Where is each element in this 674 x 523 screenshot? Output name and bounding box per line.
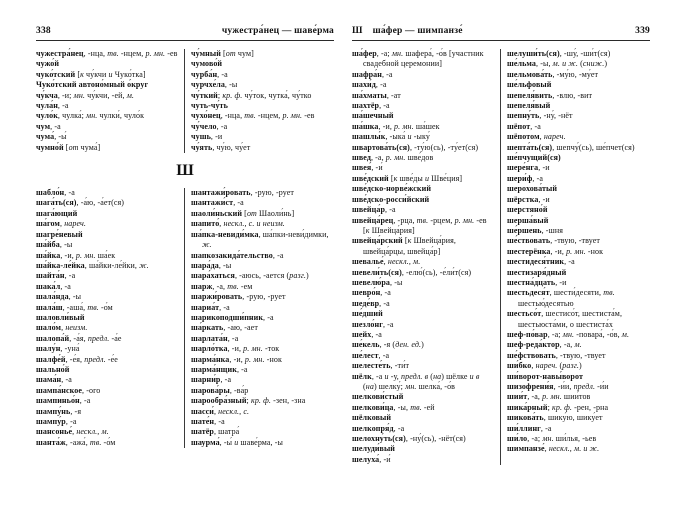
dictionary-entry: шелуши́ть(ся), -шу́, -ши́т(ся) [507, 49, 611, 58]
dictionary-entry: шахи́д, -а [352, 80, 387, 90]
dictionary-entry: шага́ть(ся), -а́ю, -а́ет(ся) [36, 198, 125, 208]
dictionary-entry: чужестра́нец, -нца, тв. -нцем, р. мн. -ев [36, 49, 178, 58]
dictionary-entry: ша́гом, нареч. [36, 219, 87, 229]
dictionary-entry: ша́шечный [352, 111, 394, 121]
dictionary-entry: швартова́ть(ся), -ту́ю(сь), -ту́ет(ся) [352, 142, 479, 152]
dictionary-entry: шате́н, -а [191, 417, 225, 426]
dictionary-entry: шевели́ть(ся), -елю́(сь), -е́ли́т(ся) [352, 267, 472, 277]
dictionary-entry: ши́ллинг, -а [507, 423, 552, 433]
dictionary-entry: шестидеся́тник, -а [507, 257, 575, 267]
dictionary-entry: шелкови́ца, -ы, тв. -ей [352, 402, 435, 412]
dictionary-entry: шестерёнка, -и, р. мн. -нок [507, 246, 604, 256]
dictionary-entry: шарни́р, -а [191, 375, 232, 385]
dictionary-entry: шарова́ры, -ва́р [191, 385, 249, 395]
dictionary-entry: шери́ф, -а [507, 173, 544, 183]
dictionary-entry: шахтёр, -а [352, 101, 390, 111]
column-divider [184, 188, 185, 448]
dictionary-entry: шама́н, -а [36, 375, 72, 385]
dictionary-entry: шикова́ть, шику́ю, шику́ет [507, 413, 603, 423]
dictionary-entry: шизофрени́я, -и́и, предл. -и́и [507, 382, 609, 391]
sha-words-band [36, 188, 334, 448]
page-number-right: 339 [635, 26, 650, 36]
dictionary-entry: ше́ршень, -шня [507, 225, 563, 235]
dictionary-entry: шелуди́вый [352, 444, 396, 454]
dictionary-entry: шарикоподши́пник, -а [191, 312, 274, 322]
shafer-shimpanze-band [352, 49, 650, 465]
dictionary-entry: чу́ткий; кр. ф. чу́ток, чутка́, чу́тко [191, 90, 312, 100]
dictionary-entry: шельмова́ть, -му́ю, -му́ет [507, 69, 599, 79]
dictionary-entry: ша́йба, -ы [36, 240, 73, 250]
dictionary-entry: чушь, -и [191, 132, 223, 142]
dictionary-entry: ше́лест, -а [352, 350, 390, 360]
dictionary-entry: шёпот, -а [507, 121, 541, 131]
dictionary-entry: шеф-реда́ктор, -а, м. [507, 340, 582, 350]
dictionary-entry: ша́пка-невиди́мка, ша́пки-неви́димки, ж. [191, 229, 329, 250]
dictionary-entry: шака́л, -а [36, 281, 71, 291]
dictionary-entry: шёрстка, -и [507, 194, 550, 204]
dictionary-entry: шаурма́, -ы́ и шаве́рма, -ы [191, 437, 283, 447]
dictionary-entry: шалопа́й, -а́я, предл. -а́е [36, 333, 122, 343]
dictionary-entry: шаловли́вый [36, 312, 85, 322]
dictionary-entry: шепеля́вить, -влю, -вит [507, 90, 593, 100]
dictionary-entry: шампу́р, -а [36, 417, 77, 426]
dictionary-entry: шариа́т, -а [191, 302, 230, 312]
running-head-left: чужестра́нец — шаве́рма [221, 26, 334, 36]
dictionary-entry: швед, -а, р. мн. шве́дов [352, 153, 434, 163]
dictionary-entry: шала́ш, -аша́, тв. -о́м [36, 302, 113, 312]
dictionary-entry: ша́йка, -и, р. мн. ша́ек [36, 250, 116, 260]
dictionary-entry: ше́фствовать, -твую, -твует [507, 350, 606, 360]
dictionary-entry: шалфе́й, -е́я, предл. -е́е [36, 354, 118, 364]
dictionary-entry: ше́дший [352, 309, 383, 319]
column-divider [184, 49, 185, 153]
dictionary-entry: шёпотом, нареч. [507, 132, 566, 142]
dictionary-entry: швея́, -и́ [352, 163, 383, 173]
dictionary-entry: шелкопря́д, -а [352, 423, 405, 433]
dictionary-entry: шве́дско-росси́йский [352, 194, 430, 204]
section-letter-heading: Ш [176, 162, 194, 180]
dictionary-entry: чула́н, -а [36, 101, 69, 111]
dictionary-entry: ши́ло, -а; мн. ши́лья, -ьев [507, 434, 597, 444]
dictionary-entry: шелкови́стый [352, 392, 404, 402]
dictionary-entry: ше́пчущий(ся) [507, 153, 561, 163]
dictionary-entry: шало́м, неизм. [36, 323, 88, 333]
dictionary-entry: чухо́нец, -нца, тв. -нцем, р. мн. -ев [191, 111, 315, 121]
dictionary-entry: чу́ять, чу́ю, чу́ет [191, 142, 251, 152]
dictionary-entry: шерша́вый [507, 215, 549, 225]
dictionary-entry: шарлата́н, -а [191, 333, 239, 343]
dictionary-entry: чуть-чу́ть [191, 101, 228, 111]
dictionary-entry: шепну́ть, -ну́, -нёт [507, 111, 573, 121]
dictionary-entry: чу́чело, -а [191, 121, 228, 131]
column-divider [500, 49, 501, 465]
dictionary-entry: шелохну́ть(ся), -ну́(сь), -нёт(ся) [352, 434, 466, 444]
dictionary-entry: шестизаря́дный [507, 267, 567, 277]
dictionary-entry: шарообра́зный; кр. ф. -зен, -зна [191, 396, 306, 406]
dictionary-entry: чужо́й [36, 59, 60, 69]
dictionary-entry: ше́льфовый [507, 80, 552, 90]
dictionary-entry: шестьдеся́т, шести́десяти, тв. шестью́десятью [507, 288, 615, 308]
page-338 [36, 26, 334, 448]
column-338-2 [191, 49, 333, 153]
dictionary-entry: шапито́, нескл., с. и неизм. [191, 219, 285, 229]
dictionary-entry: ша́ркать, -аю, -ает [191, 323, 258, 333]
dictionary-entry: шеф-по́вар, -а; мн. -повара́, -о́в, м. [507, 329, 630, 339]
dictionary-entry: шейх, -а [352, 329, 382, 339]
dictionary-entry: шашлы́к, -ыка́ и -ыку́ [352, 132, 430, 142]
dictionary-entry: шайта́н, -а [36, 271, 76, 281]
dictionary-entry: шабло́н, -а [36, 188, 75, 198]
dictionary-entry: шерохова́тый [507, 184, 558, 194]
dictionary-entry: шарма́нка, -и, р. мн. -нок [191, 354, 282, 364]
dictionary-entry: шезло́нг, -а [352, 319, 394, 329]
column-338-1-lower [36, 188, 178, 448]
dictionary-entry: шампа́нское, -ого [36, 385, 101, 395]
dictionary-entry: шве́дский [к шве́ды и Шве́ция] [352, 173, 463, 183]
dictionary-entry: швейца́рец, -рца, тв. -рцем, р. мн. -ев [к Швейца́рия] [352, 215, 487, 235]
page-339 [352, 26, 650, 465]
dictionary-entry: шатёр, шатра́ [191, 427, 240, 437]
dictionary-entry: ше́льма, -ы, м. и ж. (сниж.) [507, 59, 608, 69]
dictionary-entry: ши́ворот-навы́ворот [507, 371, 583, 381]
dictionary-entry: ша́фер, -а; мн. шафера́, -о́в [участник свадебной церемонии] [352, 49, 484, 69]
dictionary-entry: ша́йка-ле́йка, ша́йки-ле́йки, ж. [36, 260, 149, 270]
dictionary-entry: шара́хаться, -аюсь, -ается (разг.) [191, 271, 309, 281]
dictionary-entry: шика́рный; кр. ф. -рен, -рна [507, 402, 609, 412]
dictionary-entry: чум, -а [36, 121, 61, 131]
column-339-2 [507, 49, 649, 465]
dictionary-entry: шаржи́ровать, -рую, -рует [191, 292, 286, 302]
dictionary-entry: шевелю́ра, -ы [352, 277, 403, 287]
dictionary-entry: чу́кча, -и; мн. чу́кчи, -ей, м. [36, 90, 134, 100]
dictionary-entry: ше́кель, -я (ден. ед.) [352, 340, 424, 350]
column-338-1 [36, 49, 178, 153]
chu-words-band [36, 49, 334, 153]
running-head-right-group [352, 26, 463, 37]
dictionary-entry: чума́, -ы́ [36, 132, 67, 142]
dictionary-entry: шве́дско-норве́жский [352, 184, 432, 194]
column-338-2-lower [191, 188, 333, 448]
dictionary-entry: шеде́вр, -а [352, 298, 390, 308]
dictionary-entry: шестна́дцать, -и [507, 277, 567, 287]
dictionary-entry: ша́шка, -и, р. мн. ша́шек [352, 121, 440, 131]
dictionary-entry: швейца́рский [к Швейца́рия, швейца́рцы, швейца́р] [352, 236, 457, 256]
dictionary-entry: ше́ствовать, -твую, -твует [507, 236, 600, 246]
page-339-header [352, 26, 650, 41]
dictionary-entry: ши́бко, нареч. (разг.) [507, 361, 582, 371]
page-number-left: 338 [36, 26, 51, 36]
dictionary-entry: шага́ющий [36, 208, 78, 218]
dictionary-entry: шампиньо́н, -а [36, 396, 91, 406]
dictionary-entry: шевалье́, нескл., м. [352, 257, 421, 267]
dictionary-entry: шере́нга, -и [507, 163, 550, 173]
dictionary-entry: шелуха́, -и́ [352, 454, 391, 464]
dictionary-entry: шанта́ж, -ажа́, тв. -о́м [36, 437, 116, 447]
dictionary-entry: шаоли́ньский [от Шаоли́нь] [191, 208, 295, 218]
dictionary-entry: шепеля́вый [507, 101, 551, 111]
dictionary-entry: шарло́тка, -и, р. мн. -ток [191, 344, 280, 354]
dictionary-entry: шально́й [36, 364, 70, 374]
dictionary-entry: шансонье́, нескл., м. [36, 427, 109, 437]
dictionary-entry: шёлковый [352, 413, 392, 423]
dictionary-entry: шапкозакида́тельство, -а [191, 250, 284, 260]
dictionary-entry: ша́хматы, -ат [352, 90, 401, 100]
dictionary-entry: шара́да, -ы [191, 260, 232, 270]
dictionary-entry: шагре́невый [36, 229, 83, 239]
dictionary-entry: шерстяно́й [507, 205, 548, 215]
dictionary-entry: шимпанзе́, нескл., м. и ж. [507, 444, 600, 454]
dictionary-entry: шепта́ть(ся), шепчу́(сь), ше́пчет(ся) [507, 142, 635, 152]
dictionary-entry: шарж, -а, тв. -ем [191, 281, 253, 291]
dictionary-entry: шии́т, -а, р. мн. шии́тов [507, 392, 591, 402]
dictionary-entry: чурчхе́ла, -ы [191, 80, 238, 90]
dictionary-entry: чуко́тский [к чу́кчи и Чуко́тка] [36, 69, 146, 79]
dictionary-entry: чу́мный [от чум] [191, 49, 254, 58]
dictionary-entry: чумово́й [191, 59, 223, 69]
dictionary-entry: швейца́р, -а [352, 205, 396, 215]
dictionary-entry: шестьсо́т, шестисо́т, шестиста́м, шестьюста́ми, о шестиста́х [507, 309, 623, 329]
dictionary-entry: шелесте́ть, -ти́т [352, 361, 410, 371]
dictionary-entry: чуло́к, чулка́; мн. чулки́, чуло́к [36, 111, 145, 121]
dictionary-entry: чумно́й [от чума́] [36, 142, 101, 152]
running-head-right: ша́фер — шимпанзе́ [372, 26, 463, 36]
page-338-header [36, 26, 334, 41]
dictionary-entry: шантажи́ровать, -рую, -рует [191, 188, 294, 198]
dictionary-entry: шафра́н, -а [352, 69, 393, 79]
dictionary-entry: шёлк, -а и -у, предл. в (на) шёлке и в (на) шелку́; мн. шелка́, -о́в [352, 371, 480, 391]
dictionary-entry: шала́нда, -ы [36, 292, 82, 302]
column-339-1 [352, 49, 494, 465]
dictionary-entry: чурба́н, -а [191, 69, 228, 79]
dictionary-entry: шасси́, нескл., с. [191, 406, 250, 416]
dictionary-entry: шевро́н, -а [352, 288, 391, 298]
dictionary-entry: шарма́нщик, -а [191, 364, 248, 374]
dictionary-entry: шалу́н, -уна́ [36, 344, 80, 354]
dictionary-entry: Чуко́тский автоно́мный о́круг [36, 80, 149, 90]
dictionary-entry: шампу́нь, -я [36, 406, 82, 416]
running-head-letter: Ш [352, 26, 363, 36]
dictionary-entry: шантажи́ст, -а [191, 198, 244, 208]
